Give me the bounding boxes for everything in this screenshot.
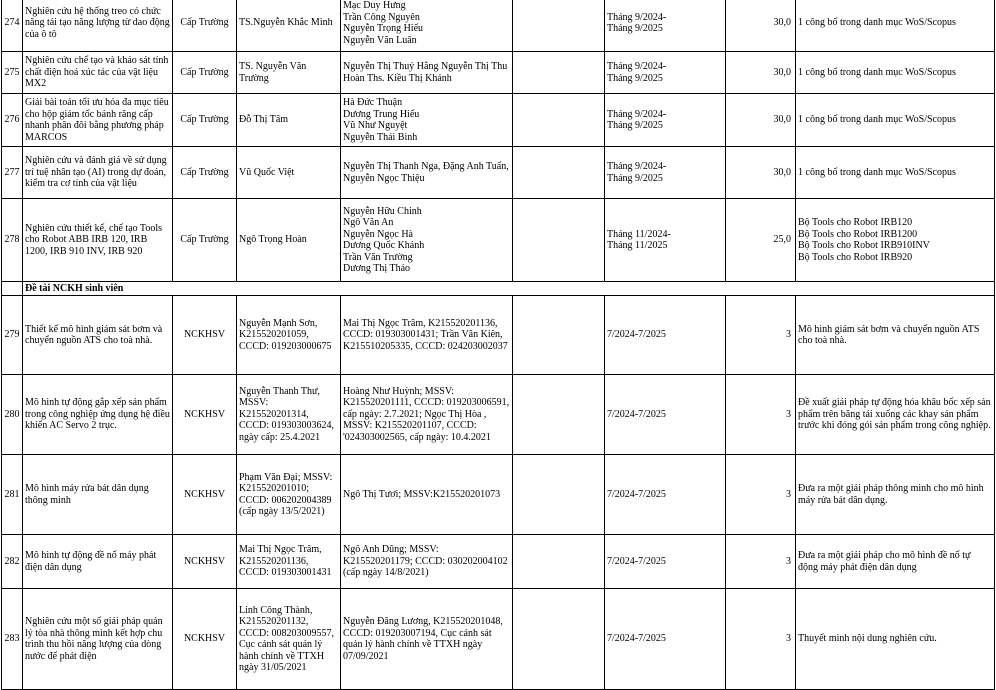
table-body-student-projects	[2, 296, 995, 690]
project-level: NCKHSV	[173, 375, 237, 455]
extra-cell	[513, 147, 605, 199]
project-title: Nghiên cứu hệ thống treo có chức năng tái tạo năng lượng từ dao động của ô tô	[23, 0, 173, 52]
project-title: Mô hình tự động đề nổ máy phát điện dân dụng	[23, 535, 173, 589]
project-funds: 30,0	[726, 94, 796, 147]
project-time: Tháng 9/2024- Tháng 9/2025	[605, 52, 726, 94]
row-number: 277	[2, 147, 23, 199]
row-number: 275	[2, 52, 23, 94]
project-time: Tháng 11/2024- Tháng 11/2025	[605, 199, 726, 282]
project-product: Đưa ra một giải pháp cho mô hình đề nổ tự động máy phát điện dân dụng	[796, 535, 995, 589]
project-title: Nghiên cứu chế tạo và khảo sát tính chất điện hoá xúc tác của vật liệu MX2	[23, 52, 173, 94]
row-number: 281	[2, 455, 23, 535]
project-product: 1 công bố trong danh mục WoS/Scopus	[796, 52, 995, 94]
project-title: Nghiên cứu thiết kế, chế tạo Tools cho Robot ABB IRB 120, IRB 1200, IRB 910 INV, IRB 920	[23, 199, 173, 282]
project-lead: Ngô Trọng Hoàn	[237, 199, 341, 282]
table-body-section	[2, 282, 995, 296]
table-row	[2, 199, 995, 282]
extra-cell	[513, 52, 605, 94]
project-funds: 3	[726, 455, 796, 535]
row-number: 282	[2, 535, 23, 589]
project-time: Tháng 9/2024- Tháng 9/2025	[605, 147, 726, 199]
project-title: Mô hình máy rửa bát dân dụng thông minh	[23, 455, 173, 535]
project-lead: Nguyễn Mạnh Sơn, K215520201059, CCCD: 019203000675	[237, 296, 341, 375]
project-level: Cấp Trường	[173, 199, 237, 282]
project-product: Đề xuất giải pháp tự động hóa khâu bốc xếp sản phẩm trên băng tải xuống các khay sản phẩm trước khi đóng gói sản phẩm trong công nghiệp.	[796, 375, 995, 455]
project-funds: 25,0	[726, 199, 796, 282]
extra-cell	[513, 589, 605, 690]
project-members: Hoàng Như Huỳnh; MSSV: K215520201111, CCCD: 019203006591, cấp ngày: 2.7.2021; Ngọc Thị Hòa , MSSV: K215520201107, CCCD: '024303002565, cấp ngày: 10.4.2021	[341, 375, 513, 455]
project-product: Mô hình giám sát bơm và chuyển nguồn ATS cho toà nhà.	[796, 296, 995, 375]
extra-cell	[513, 296, 605, 375]
project-lead: Nguyễn Thanh Thư, MSSV: K215520201314, CCCD: 019303003624, ngày cấp: 25.4.2021	[237, 375, 341, 455]
project-level: Cấp Trường	[173, 52, 237, 94]
project-time: 7/2024-7/2025	[605, 455, 726, 535]
research-projects-table	[1, 0, 995, 690]
project-product: 1 công bố trong danh mục WoS/Scopus	[796, 147, 995, 199]
project-level: Cấp Trường	[173, 94, 237, 147]
row-number: 276	[2, 94, 23, 147]
table-row	[2, 455, 995, 535]
table-row	[2, 147, 995, 199]
project-title: Nghiên cứu một số giải pháp quản lý tòa nhà thông minh kết hợp chu trình thu hồi năng lượng của dòng nước để phát điện	[23, 589, 173, 690]
project-product: 1 công bố trong danh mục WoS/Scopus	[796, 0, 995, 52]
project-product: Bộ Tools cho Robot IRB120 Bộ Tools cho Robot IRB1200 Bộ Tools cho Robot IRB910INV Bộ Tools cho Robot IRB920	[796, 199, 995, 282]
project-members: Nguyễn Thị Thanh Nga, Đặng Anh Tuấn, Nguyễn Ngọc Thiệu	[341, 147, 513, 199]
project-time: 7/2024-7/2025	[605, 589, 726, 690]
project-title: Mô hình tự động gắp xếp sản phẩm trong công nghiệp ứng dụng hệ điều khiển AC Servo 2 trục.	[23, 375, 173, 455]
project-title: Thiết kế mô hình giám sát bơm và chuyển nguồn ATS cho toà nhà.	[23, 296, 173, 375]
project-product: Thuyết minh nội dung nghiên cứu.	[796, 589, 995, 690]
project-lead: Linh Công Thành, K215520201132, CCCD: 008203009557, Cục cảnh sát quản lý hành chính về TTXH ngày 31/05/2021	[237, 589, 341, 690]
extra-cell	[513, 535, 605, 589]
project-members: Nguyễn Đăng Lương, K215520201048, CCCD: 019203007194, Cục cảnh sát quản lý hành chính về TTXH ngày 07/09/2021	[341, 589, 513, 690]
project-members: Ngô Thị Tươi; MSSV:K215520201073	[341, 455, 513, 535]
section-title: Đề tài NCKH sinh viên	[23, 282, 995, 296]
extra-cell	[513, 455, 605, 535]
project-title: Nghiên cứu và đánh giá về sử dụng trí tuệ nhân tạo (AI) trong dự đoán, kiểm tra cơ tính của vật liệu	[23, 147, 173, 199]
extra-cell	[513, 199, 605, 282]
project-time: 7/2024-7/2025	[605, 535, 726, 589]
project-time: 7/2024-7/2025	[605, 296, 726, 375]
row-number: 280	[2, 375, 23, 455]
extra-cell	[513, 0, 605, 52]
section-header-row	[2, 282, 995, 296]
project-lead: TS.Nguyễn Khắc Minh	[237, 0, 341, 52]
row-number: 279	[2, 296, 23, 375]
project-product: Đưa ra một giải pháp thông minh cho mô hình máy rửa bát dân dụng.	[796, 455, 995, 535]
row-number: 278	[2, 199, 23, 282]
project-members: Nguyễn Thị Thuý Hằng Nguyễn Thị Thu Hoàn Ths. Kiều Thị Khánh	[341, 52, 513, 94]
project-lead: Đỗ Thị Tâm	[237, 94, 341, 147]
project-funds: 3	[726, 375, 796, 455]
table-body-staff-projects	[2, 0, 995, 282]
extra-cell	[513, 94, 605, 147]
table-row	[2, 589, 995, 690]
project-members: Nguyễn Hữu Chinh Ngô Văn An Nguyễn Ngọc Hà Dương Quốc Khánh Trần Văn Trường Dương Thị Thảo	[341, 199, 513, 282]
project-members: Mạc Duy Hưng Trần Công Nguyên Nguyễn Trọng Hiếu Nguyễn Văn Luân	[341, 0, 513, 52]
project-lead: TS. Nguyễn Văn Trường	[237, 52, 341, 94]
project-time: Tháng 9/2024- Tháng 9/2025	[605, 94, 726, 147]
project-funds: 3	[726, 535, 796, 589]
project-level: Cấp Trường	[173, 0, 237, 52]
project-funds: 30,0	[726, 0, 796, 52]
project-funds: 30,0	[726, 147, 796, 199]
project-product: 1 công bố trong danh mục WoS/Scopus	[796, 94, 995, 147]
extra-cell	[513, 375, 605, 455]
table-row	[2, 535, 995, 589]
table-row	[2, 296, 995, 375]
project-time: 7/2024-7/2025	[605, 375, 726, 455]
project-members: Hà Đức Thuận Dương Trung Hiếu Vũ Như Nguyệt Nguyễn Thái Bình	[341, 94, 513, 147]
table-row	[2, 0, 995, 52]
table-row	[2, 94, 995, 147]
project-level: NCKHSV	[173, 296, 237, 375]
project-funds: 30,0	[726, 52, 796, 94]
project-level: NCKHSV	[173, 589, 237, 690]
project-time: Tháng 9/2024- Tháng 9/2025	[605, 0, 726, 52]
project-lead: Phạm Văn Đại; MSSV: K215520201010; CCCD: 006202004389 (cấp ngày 13/5/2021)	[237, 455, 341, 535]
project-level: Cấp Trường	[173, 147, 237, 199]
project-level: NCKHSV	[173, 455, 237, 535]
project-title: Giải bài toán tối ưu hóa đa mục tiêu cho hộp giảm tốc bánh răng cấp nhanh phân đôi bằng phương pháp MARCOS	[23, 94, 173, 147]
project-lead: Vũ Quốc Việt	[237, 147, 341, 199]
row-number: 283	[2, 589, 23, 690]
table-row	[2, 52, 995, 94]
project-funds: 3	[726, 296, 796, 375]
project-members: Ngô Anh Dũng; MSSV: K215520201179; CCCD: 030202004102 (cấp ngày 14/8/2021)	[341, 535, 513, 589]
row-number: 274	[2, 0, 23, 52]
project-lead: Mai Thị Ngọc Trâm, K215520201136, CCCD: 019303001431	[237, 535, 341, 589]
project-members: Mai Thị Ngọc Trâm, K215520201136, CCCD: 019303001431; Trần Văn Kiên, K215510205335, CCCD: 024203002037	[341, 296, 513, 375]
project-funds: 3	[726, 589, 796, 690]
project-level: NCKHSV	[173, 535, 237, 589]
table-row	[2, 375, 995, 455]
